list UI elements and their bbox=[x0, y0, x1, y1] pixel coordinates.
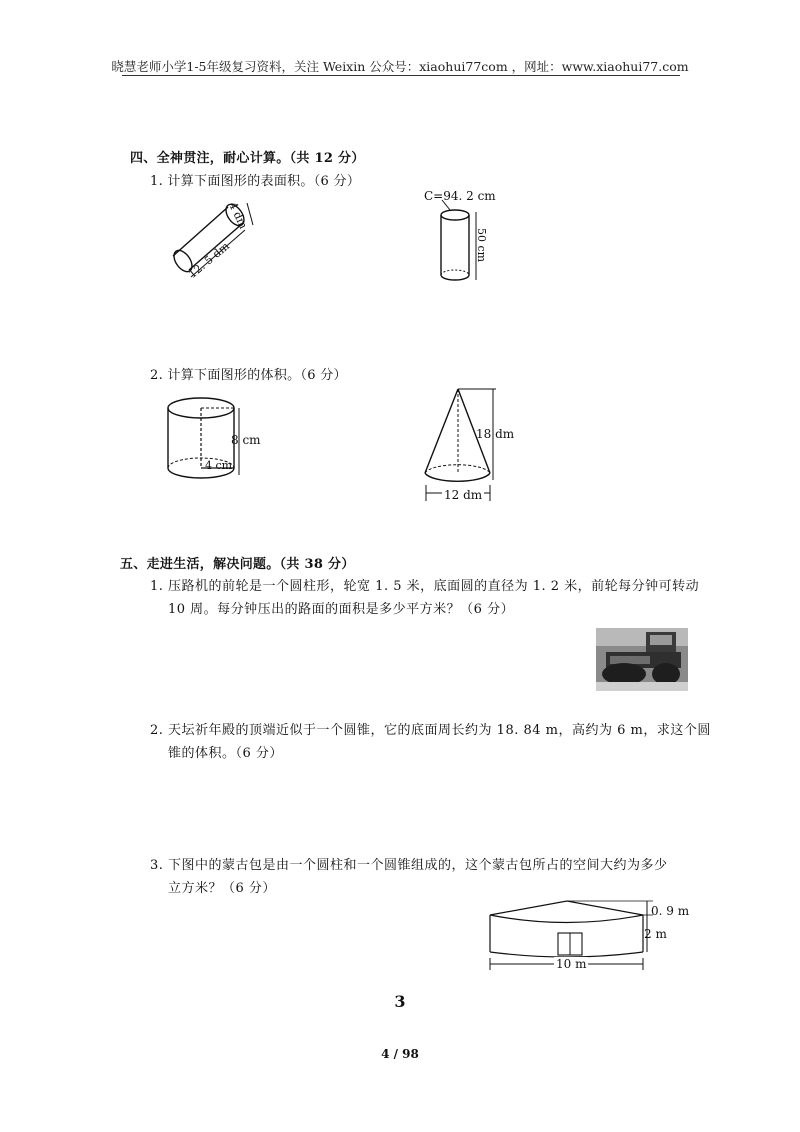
yurt-cylinder-height-label: 2 m bbox=[644, 927, 667, 941]
cylinder-length-label: 12. 5 dm bbox=[186, 239, 232, 281]
section-4-q1: 1. 计算下面图形的表面积。（6 分） bbox=[150, 174, 361, 189]
header-divider bbox=[122, 75, 680, 76]
cylinder-height-label: 50 cm bbox=[475, 228, 488, 263]
slanted-cylinder-figure bbox=[165, 195, 275, 285]
section-5-q3-line2: 立方米？（6 分） bbox=[168, 881, 276, 896]
cylinder-circumference-label: C=94. 2 cm bbox=[424, 189, 496, 203]
yurt-diameter-label: 10 m bbox=[556, 957, 587, 971]
cylinder-diameter-label: 4 dm bbox=[226, 200, 250, 231]
section-5-q3-line1: 3. 下图中的蒙古包是由一个圆柱和一个圆锥组成的，这个蒙古包所占的空间大约为多少 bbox=[150, 858, 668, 873]
section-5-q1-line2: 10 周。每分钟压出的路面的面积是多少平方米？（6 分） bbox=[168, 602, 515, 617]
road-roller-photo bbox=[596, 628, 688, 691]
cylinder-radius-label: 4 cm bbox=[205, 459, 233, 472]
cone-diameter-label: 12 dm bbox=[444, 488, 483, 502]
section-4-q2: 2. 计算下面图形的体积。（6 分） bbox=[150, 368, 347, 383]
section-4-title: 四、全神贯注，耐心计算。（共 12 分） bbox=[130, 151, 365, 166]
page-header: 晓慧老师小学1-5年级复习资料，关注 Weixin 公众号：xiaohui77com ，网址：www.xiaohui77.com bbox=[111, 59, 689, 74]
cone-figure bbox=[418, 385, 503, 505]
section-5-q2-line2: 锥的体积。（6 分） bbox=[168, 746, 283, 761]
section-5-q2-line1: 2. 天坛祈年殿的顶端近似于一个圆锥，它的底面周长约为 18. 84 m，高约为 6 m，求这个圆 bbox=[150, 723, 711, 738]
cylinder-height-8cm-label: 8 cm bbox=[231, 433, 261, 447]
section-5-title: 五、走进生活，解决问题。（共 38 分） bbox=[120, 557, 355, 572]
page-count: 4 / 98 bbox=[381, 1047, 419, 1061]
section-5-q1-line1: 1. 压路机的前轮是一个圆柱形，轮宽 1. 5 米，底面圆的直径为 1. 2 米，前轮每分钟可转动 bbox=[150, 579, 700, 594]
page-number: 3 bbox=[394, 992, 406, 1011]
cone-height-label: 18 dm bbox=[476, 427, 515, 441]
yurt-cone-height-label: 0. 9 m bbox=[651, 904, 690, 918]
